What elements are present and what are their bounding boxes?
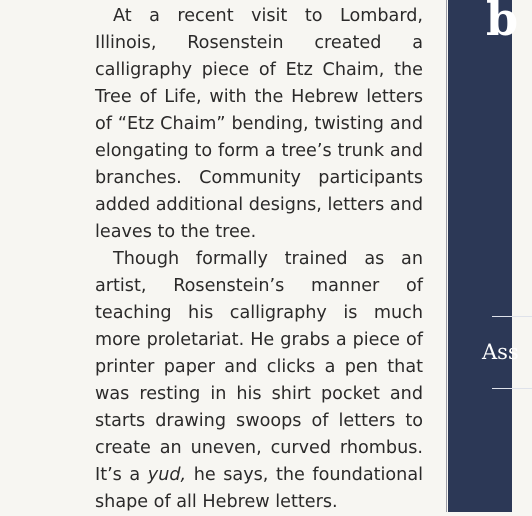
divider-rule [492, 388, 532, 389]
headline-fragment: b [486, 0, 519, 46]
italic-term: yud, [147, 465, 187, 485]
sidebar-panel [448, 0, 519, 512]
paragraph-text: he says, the foundational shape of all Hebrew letters. [95, 465, 423, 512]
column-divider [446, 0, 447, 512]
article-column [95, 3, 423, 516]
article-paragraph: At a recent visit to Lombard, Illinois, Rosenstein created a calligraphy piece of Etz Chaim, the Tree of Life, with the Hebrew letters of “Etz Chaim” bending, twisting and elongating to form a tree’s trunk and branches. Community participants added additional designs, letters and leaves to the tree. [95, 6, 423, 242]
paragraph-text: Though formally trained as an artist, Rosenstein’s manner of teaching his calligraphy is much more proletariat. He grabs a piece of printer paper and clicks a pen that was resting in his shirt pocket and starts drawing swoops of letters to create an uneven, curved rhombus. It’s a [95, 249, 423, 485]
caption-fragment: Ass [482, 340, 519, 364]
divider-rule [492, 316, 532, 317]
article-paragraph [95, 246, 423, 516]
